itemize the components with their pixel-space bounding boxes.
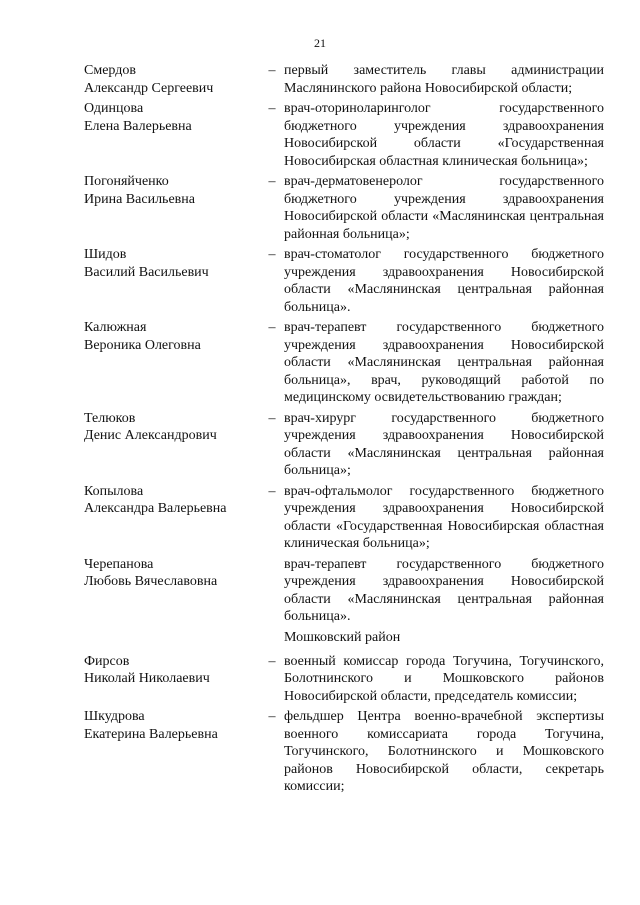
surname: Фирсов bbox=[84, 653, 130, 669]
surname: Шкудрова bbox=[84, 709, 145, 724]
role-description: врач-терапевт государственного бюджетного учреждения здравоохранения Новосибирской области «Маслянинская центральная районная больница», врач, руководящий работой по медицинскому освидетельствованию граждан; bbox=[284, 320, 604, 405]
list-item bbox=[84, 62, 604, 97]
given-name: Денис Александрович bbox=[84, 428, 217, 443]
dash: – bbox=[268, 63, 276, 78]
given-name: Василий Васильевич bbox=[84, 264, 209, 280]
document-body bbox=[84, 62, 604, 799]
person-name bbox=[84, 708, 260, 796]
list-item bbox=[84, 173, 604, 243]
given-name: Елена Валерьевна bbox=[84, 118, 192, 134]
dash: – bbox=[268, 174, 276, 189]
surname: Копылова bbox=[84, 483, 144, 499]
list-item bbox=[84, 653, 604, 706]
dash: – bbox=[268, 247, 276, 262]
given-name: Александра Валерьевна bbox=[84, 501, 227, 516]
dash: – bbox=[268, 101, 276, 116]
role-description: врач-терапевт государственного бюджетного учреждения здравоохранения Новосибирской области «Маслянинская центральная районная больница». bbox=[284, 556, 604, 624]
section-heading: Мошковский район bbox=[284, 629, 401, 645]
person-name bbox=[84, 556, 260, 626]
dash bbox=[260, 556, 284, 626]
person-name bbox=[84, 100, 260, 170]
person-name bbox=[84, 410, 260, 480]
role-description: фельдшер Центра военно-врачебной экспертизы военного комиссариата города Тогучина, Тогучинского, Болотнинского и Мошковского районов Новосибирской области, секретарь комиссии; bbox=[284, 709, 604, 794]
given-name: Александр Сергеевич bbox=[84, 80, 214, 96]
role-description: врач-стоматолог государственного бюджетного учреждения здравоохранения Новосибирской области «Маслянинская центральная районная больница». bbox=[284, 247, 604, 315]
dash: – bbox=[268, 410, 276, 426]
list-item bbox=[84, 319, 604, 407]
given-name: Екатерина Валерьевна bbox=[84, 726, 218, 742]
person-name bbox=[84, 62, 260, 97]
given-name: Ирина Васильевна bbox=[84, 191, 195, 207]
surname: Смердов bbox=[84, 63, 136, 78]
person-name bbox=[84, 319, 260, 407]
surname: Шидов bbox=[84, 247, 127, 262]
list-item bbox=[84, 483, 604, 553]
page-number: 21 bbox=[314, 36, 326, 50]
role-description: врач-хирург государственного бюджетного учреждения здравоохранения Новосибирской области «Маслянинская центральная районная больница»; bbox=[284, 410, 604, 478]
list-item bbox=[84, 556, 604, 626]
given-name: Николай Николаевич bbox=[84, 671, 210, 686]
dash: – bbox=[268, 483, 276, 499]
role-description: врач-дерматовенеролог государственного бюджетного учреждения здравоохранения Новосибирской области «Маслянинская центральная районная больница»; bbox=[284, 174, 604, 242]
person-name bbox=[84, 173, 260, 243]
surname: Погоняйченко bbox=[84, 174, 169, 189]
person-name bbox=[84, 653, 260, 706]
surname: Черепанова bbox=[84, 556, 154, 572]
given-name: Вероника Олеговна bbox=[84, 337, 201, 353]
surname: Калюжная bbox=[84, 320, 147, 335]
list-item bbox=[84, 100, 604, 170]
role-description: первый заместитель главы администрации Маслянинского района Новосибирской области; bbox=[284, 63, 604, 96]
given-name: Любовь Вячеславовна bbox=[84, 574, 218, 589]
list-item bbox=[84, 410, 604, 480]
person-name bbox=[84, 246, 260, 316]
dash: – bbox=[268, 653, 276, 669]
surname: Телюков bbox=[84, 410, 136, 426]
role-description: врач-оториноларинголог государственного бюджетного учреждения здравоохранения Новосибирской области «Государственная Новосибирская областная клиническая больница»; bbox=[284, 101, 604, 169]
dash: – bbox=[268, 709, 276, 724]
person-name bbox=[84, 483, 260, 553]
list-item bbox=[84, 246, 604, 316]
role-description: военный комиссар города Тогучина, Тогучинского, Болотнинского и Мошковского районов Новосибирской области, председатель комиссии; bbox=[284, 653, 604, 704]
list-item bbox=[84, 708, 604, 796]
dash: – bbox=[268, 320, 276, 335]
surname: Одинцова bbox=[84, 101, 144, 116]
role-description: врач-офтальмолог государственного бюджетного учреждения здравоохранения Новосибирской области «Государственная Новосибирская областная клиническая больница»; bbox=[284, 483, 604, 551]
